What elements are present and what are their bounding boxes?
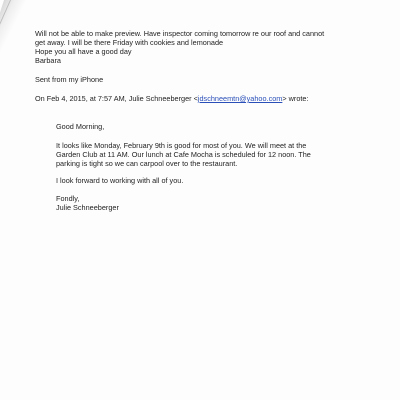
reply-line-2: get away. I will be there Friday with cookies and lemonade: [35, 38, 224, 47]
quoted-closing: Fondly,: [56, 194, 80, 203]
reply-signature: Barbara: [35, 56, 61, 65]
quoted-paragraph-1-line-1: It looks like Monday, February 9th is good for most of you. We will meet at the: [56, 141, 307, 150]
quoted-paragraph-2: I look forward to working with all of you.: [56, 176, 184, 185]
sent-from-line: Sent from my iPhone: [35, 75, 104, 84]
reply-line-1: Will not be able to make preview. Have inspector coming tomorrow re our roof and cannot: [35, 29, 325, 38]
quoted-greeting: Good Morning,: [56, 122, 105, 131]
quoted-paragraph-1-line-2: Garden Club at 11 AM. Our lunch at Cafe Mocha is scheduled for 12 noon. The: [56, 150, 311, 159]
quoted-sender-name: Julie Schneeberger: [56, 203, 119, 212]
quote-header: [35, 94, 309, 104]
quote-header-prefix: On Feb 4, 2015, at 7:57 AM, Julie Schneeberger <: [35, 94, 198, 103]
quoted-paragraph-1-line-3: parking is tight so we can carpool over to the restaurant.: [56, 159, 238, 168]
sender-email-link[interactable]: jdschneemtn@yahoo.com: [197, 94, 283, 103]
reply-line-3: Hope you all have a good day: [35, 47, 132, 56]
quote-header-suffix: > wrote:: [282, 94, 309, 103]
page-corner-shadow: [0, 0, 26, 62]
